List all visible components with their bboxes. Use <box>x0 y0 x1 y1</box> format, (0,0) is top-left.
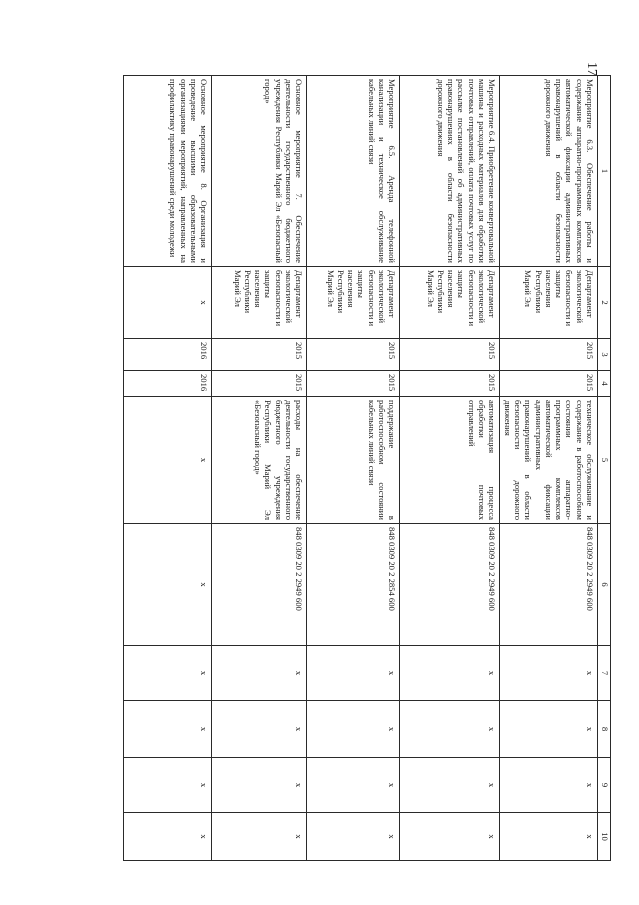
start-year-cell: 2016 <box>124 339 212 371</box>
description-cell: x <box>124 397 212 524</box>
executor-cell: Департамент экологической безопасности и защиты населения Республики Марий Эл <box>400 267 500 339</box>
col-header-6: 6 <box>598 524 611 646</box>
description-cell: техническое обслуживание и содержание в работоспособном состоянии аппаратно-программных комплексов автоматической фиксации административных правонарушений в области безопасности дорожного движения <box>500 397 598 524</box>
value-cell: x <box>307 701 400 758</box>
table-row <box>500 76 598 861</box>
value-cell: x <box>400 758 500 813</box>
col-header-7: 7 <box>598 646 611 701</box>
col-header-1: 1 <box>598 76 611 267</box>
description-cell: расходы на обеспечение деятельности государственного бюджетного учреждения Республики Марий Эл «Безопасный город» <box>212 397 307 524</box>
col-header-8: 8 <box>598 701 611 758</box>
executor-cell: x <box>124 267 212 339</box>
value-cell: x <box>500 701 598 758</box>
value-cell: x <box>212 701 307 758</box>
page-number: 17 <box>584 62 599 76</box>
value-cell: x <box>124 758 212 813</box>
value-cell: x <box>124 813 212 861</box>
end-year-cell: 2015 <box>212 371 307 397</box>
end-year-cell: 2015 <box>400 371 500 397</box>
col-header-9: 9 <box>598 758 611 813</box>
executor-cell: Департамент экологической безопасности и защиты населения Республики Марий Эл <box>307 267 400 339</box>
value-cell: x <box>500 758 598 813</box>
budget-code-cell: 848 0309 20 2 2854 600 <box>307 524 400 646</box>
end-year-cell: 2015 <box>500 371 598 397</box>
col-header-2: 2 <box>598 267 611 339</box>
budget-table-rotated <box>124 75 611 860</box>
col-header-10: 10 <box>598 813 611 861</box>
table-row <box>212 76 307 861</box>
table-row <box>400 76 500 861</box>
value-cell: x <box>124 646 212 701</box>
table-row <box>124 76 212 861</box>
budget-code-cell: 848 0309 20 2 2949 600 <box>500 524 598 646</box>
description-cell: поддержание в работоспособном состоянии кабельных линий связи <box>307 397 400 524</box>
description-cell: автоматизация процесса обработки почтовых отправлений <box>400 397 500 524</box>
header-row <box>598 76 611 861</box>
table-row <box>307 76 400 861</box>
event-name-cell: Мероприятие 6.3. Обеспечение работы и содержание аппаратно-программных комплексов автоматической фиксации административных правонарушений в области безопасности дорожного движения <box>500 76 598 267</box>
events-table <box>123 75 611 861</box>
value-cell: x <box>500 813 598 861</box>
col-header-3: 3 <box>598 339 611 371</box>
event-name-cell: Мероприятие 6.5. Аренда телефонной канализации и техническое обслуживание кабельных линий связи <box>307 76 400 267</box>
end-year-cell: 2016 <box>124 371 212 397</box>
start-year-cell: 2015 <box>400 339 500 371</box>
end-year-cell: 2015 <box>307 371 400 397</box>
event-name-cell: Мероприятие 6.4. Приобретение конвертовальной машины и расходных материалов для обработки почтовых отправлений, оплата почтовых услуг по рассылке постановлений об административных правонарушениях в области безопасности дорожного движения <box>400 76 500 267</box>
value-cell: x <box>212 758 307 813</box>
col-header-4: 4 <box>598 371 611 397</box>
start-year-cell: 2015 <box>500 339 598 371</box>
executor-cell: Департамент экологической безопасности и защиты населения Республики Марий Эл <box>500 267 598 339</box>
value-cell: x <box>124 701 212 758</box>
event-name-cell: Основное мероприятие 8. Организация и проведение высшими образовательными организациями мероприятий, направленных на профилактику правонарушений среди молодежи <box>124 76 212 267</box>
value-cell: x <box>400 701 500 758</box>
executor-cell: Департамент экологической безопасности и защиты населения Республики Марий Эл <box>212 267 307 339</box>
value-cell: x <box>212 646 307 701</box>
event-name-cell: Основное мероприятие 7. Обеспечение деятельности государственного бюджетного учреждения Республики Марий Эл «Безопасный город» <box>212 76 307 267</box>
value-cell: x <box>400 646 500 701</box>
budget-code-cell: x <box>124 524 212 646</box>
budget-code-cell: 848 0309 20 2 2949 600 <box>400 524 500 646</box>
start-year-cell: 2015 <box>307 339 400 371</box>
value-cell: x <box>307 813 400 861</box>
value-cell: x <box>307 758 400 813</box>
budget-code-cell: 848 0309 20 2 2949 600 <box>212 524 307 646</box>
value-cell: x <box>212 813 307 861</box>
start-year-cell: 2015 <box>212 339 307 371</box>
col-header-5: 5 <box>598 397 611 524</box>
value-cell: x <box>400 813 500 861</box>
value-cell: x <box>307 646 400 701</box>
value-cell: x <box>500 646 598 701</box>
